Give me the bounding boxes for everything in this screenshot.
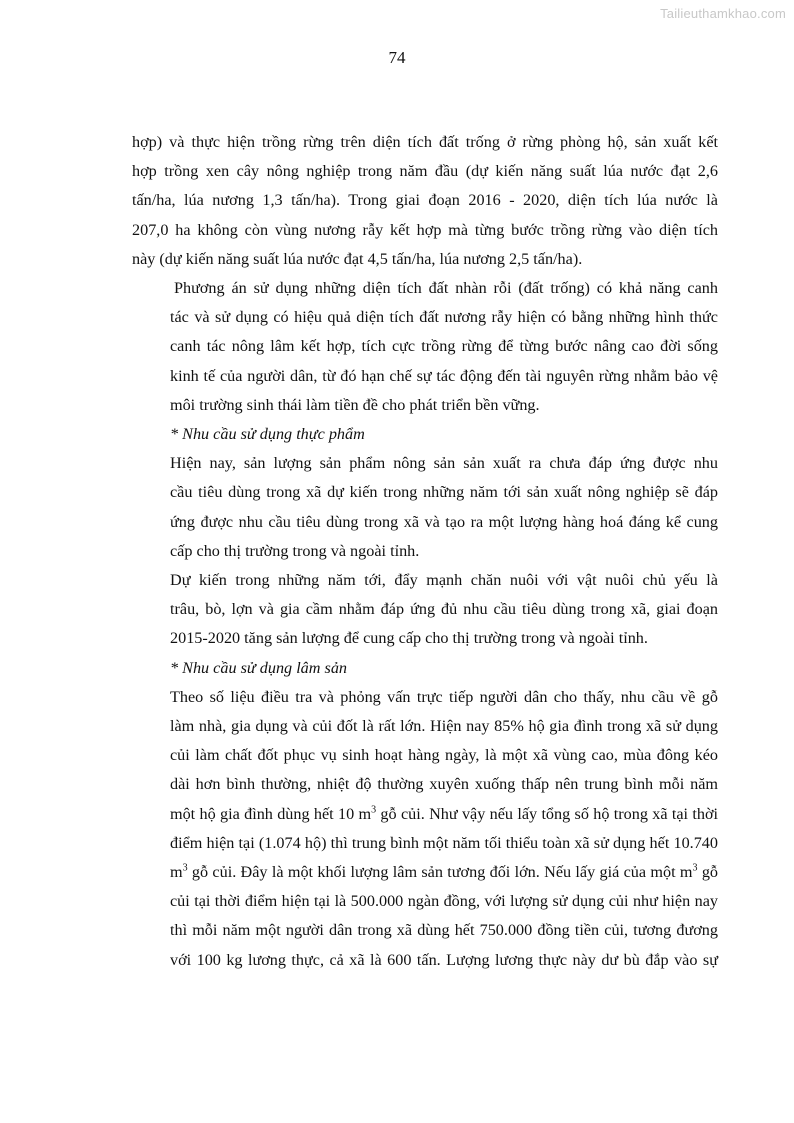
text-line: thì mỗi năm một người dân trong xã dùng hết 750.000 đồng tiền củi, tương đương: [170, 921, 718, 940]
text-line: tấn/ha, lúa nương 1,3 tấn/ha). Trong giai đoạn 2016 - 2020, diện tích lúa nước là: [132, 191, 718, 210]
text-line: dài hơn bình thường, nhiệt độ thường xuyên xuống thấp nên trung bình mỗi năm: [170, 775, 718, 794]
section-heading-forest-products: [132, 654, 718, 683]
text-line: điểm hiện tại (1.074 hộ) thì trung bình một năm tối thiểu toàn xã sử dụng hết 10.740: [170, 833, 718, 852]
section-heading-food: [132, 420, 718, 449]
text-line: với 100 kg lương thực, cả xã là 600 tấn. Lượng lương thực này dư bù đắp vào sự: [170, 950, 718, 969]
text-segment: gỗ củi. Đây là một khối lượng lâm sản tương đối lớn. Nếu lấy giá của một m: [187, 863, 693, 882]
text-line: trâu, bò, lợn và gia cầm nhằm đáp ứng đủ nhu cầu tiêu dùng trong xã, giai đoạn: [170, 600, 718, 619]
document-body: [132, 128, 718, 975]
page-number: 74: [388, 48, 406, 67]
superscript: 3: [692, 862, 698, 874]
paragraph-5: [132, 683, 718, 975]
text-segment: gỗ: [697, 863, 719, 882]
text-line: cấp cho thị trường trong và ngoài tỉnh.: [170, 541, 420, 560]
text-segment: m: [170, 863, 183, 882]
text-line: 2015-2020 tăng sản lượng để cung cấp cho thị trường trong và ngoài tỉnh.: [170, 629, 648, 648]
text-line: làm nhà, gia dụng và củi đốt là rất lớn. Hiện nay 85% hộ gia đình trong xã sử dụng: [170, 717, 718, 736]
text-line: môi trường sinh thái làm tiền đề cho phát triển bền vững.: [170, 395, 540, 414]
text-line: [132, 858, 718, 887]
text-line: hợp trồng xen cây nông nghiệp trong năm đầu (dự kiến năng suất lúa nước đạt 2,6: [132, 162, 718, 181]
text-line: ứng được nhu cầu tiêu dùng trong xã và tạo ra một lượng hàng hoá đáng kể cung: [170, 512, 718, 531]
text-line: củi làm chất đốt phục vụ sinh hoạt hàng ngày, là một xã vùng cao, mùa đông kéo: [170, 746, 718, 765]
superscript: 3: [371, 804, 377, 816]
paragraph-4: [132, 566, 718, 654]
text-line: củi tại thời điểm hiện tại là 500.000 ngàn đồng, với lượng sử dụng củi như hiện nay: [170, 892, 718, 911]
text-line: này (dự kiến năng suất lúa nước đạt 4,5 tấn/ha, lúa nương 2,5 tấn/ha).: [132, 249, 583, 268]
superscript: 3: [182, 862, 188, 874]
text-line: 207,0 ha không còn vùng nương rẫy kết hợp mà từng bước trồng rừng vào diện tích: [132, 220, 718, 239]
text-line: Dự kiến trong những năm tới, đẩy mạnh chăn nuôi với vật nuôi chủ yếu là: [170, 571, 718, 590]
text-line: Phương án sử dụng những diện tích đất nhàn rỗi (đất trống) có khả năng canh: [174, 279, 718, 298]
text-segment: một hộ gia đình dùng hết 10 m: [170, 804, 372, 823]
paragraph-2: [132, 274, 718, 420]
text-line: [132, 800, 718, 829]
paragraph-3: [132, 449, 718, 566]
text-line: * Nhu cầu sử dụng thực phẩm: [170, 425, 365, 444]
text-segment: gỗ củi. Như vậy nếu lấy tổng số hộ trong xã tại thời: [376, 804, 718, 823]
watermark: Tailieuthamkhao.com: [660, 6, 786, 21]
text-line: Theo số liệu điều tra và phỏng vấn trực tiếp người dân cho thấy, nhu cầu về gỗ: [170, 687, 718, 706]
text-line: Hiện nay, sản lượng sản phẩm nông sản sản xuất ra chưa đáp ứng được nhu: [170, 454, 718, 473]
text-line: tác và sử dụng có hiệu quả diện tích đất nương rẫy hiện có bằng những hình thức: [170, 308, 718, 327]
paragraph-1: [132, 128, 718, 274]
text-line: canh tác nông lâm kết hợp, tích cực trồng rừng để từng bước nâng cao đời sống: [170, 337, 718, 356]
text-line: hợp) và thực hiện trồng rừng trên diện tích đất trống ở rừng phòng hộ, sản xuất kết: [132, 133, 718, 151]
text-line: * Nhu cầu sử dụng lâm sản: [170, 658, 348, 677]
text-line: kinh tế của người dân, từ đó hạn chế sự tác động đến tài nguyên rừng nhằm bảo vệ: [170, 366, 718, 385]
text-line: cầu tiêu dùng trong xã dự kiến trong những năm tới sản xuất nông nghiệp sẽ đáp: [170, 483, 718, 502]
